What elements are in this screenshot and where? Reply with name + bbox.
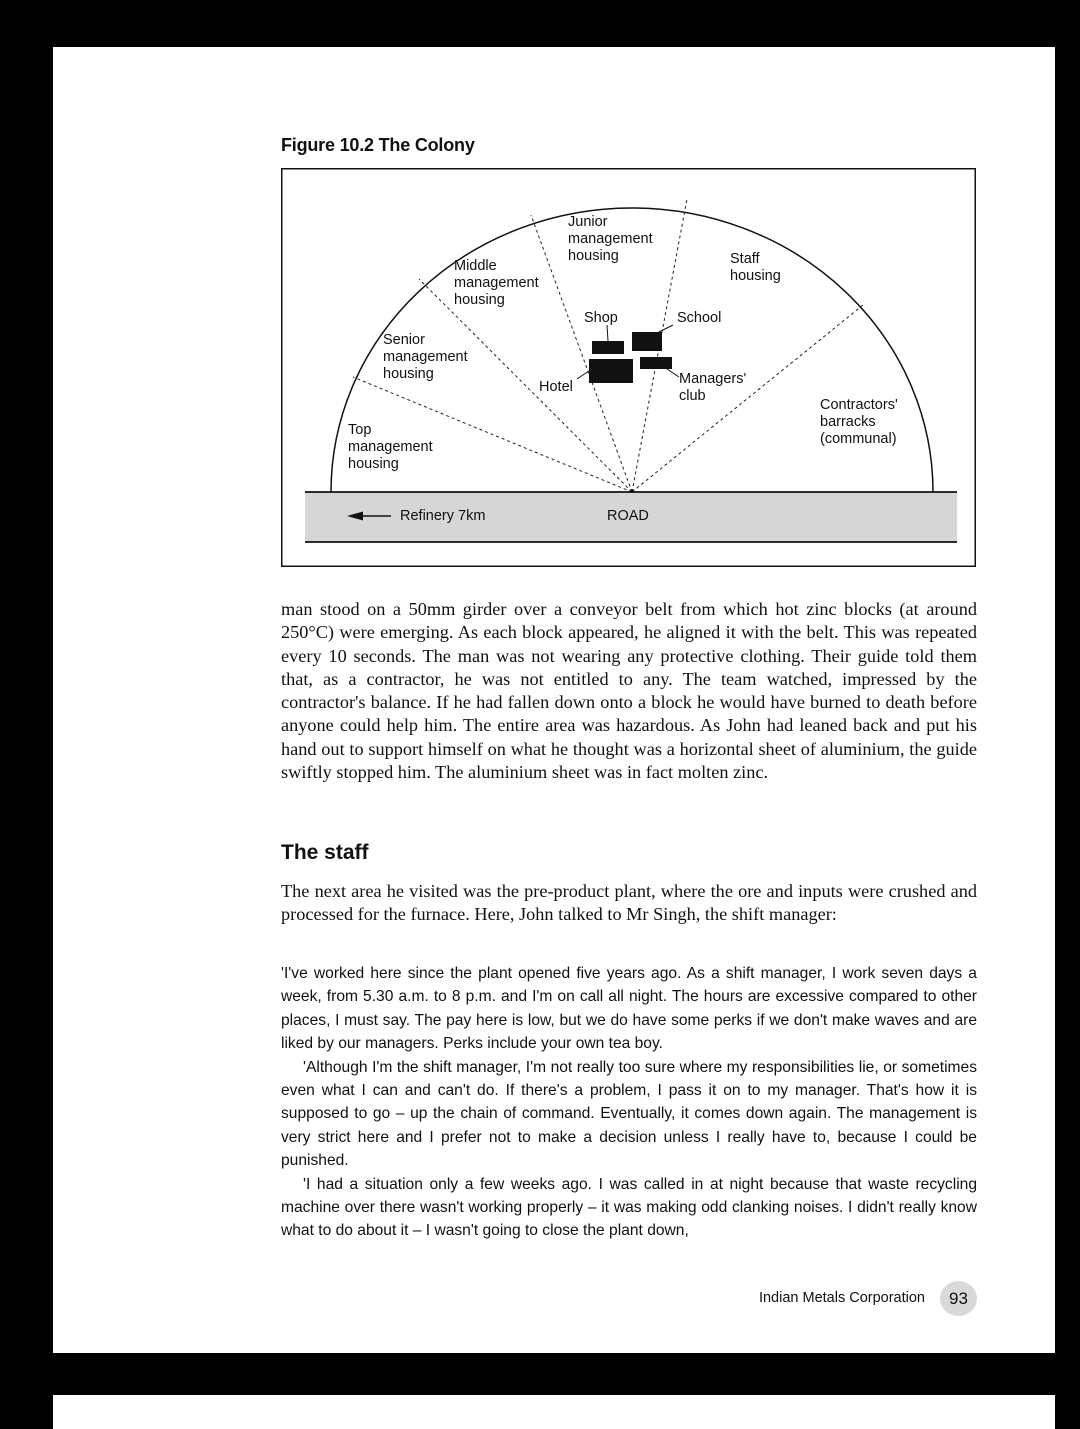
quote-paragraph-2: 'Although I'm the shift manager, I'm not really too sure where my responsibilities lie, or sometimes even what I can and can't do. If there's a problem, I pass it on to my manager. That's how it is supposed to go – up the chain of command. Eventually, it comes down again. The management is very strict here and I prefer not to make a decision unless I really have to, because I could be punished. [281, 1058, 977, 1170]
colony-diagram [281, 168, 976, 567]
managers-club-building [640, 357, 672, 369]
paragraph-pre-product-plant: The next area he visited was the pre-product plant, where the ore and inputs were crushed and processed for the furnace. Here, John talked to Mr Singh, the shift manager: [281, 881, 977, 925]
page-number-badge: 93 [940, 1281, 977, 1316]
hotel-label: Hotel [539, 379, 573, 395]
section-heading-staff: The staff [281, 841, 369, 864]
top-housing-label: Top management housing [348, 422, 433, 472]
figure-caption: Figure 10.2 The Colony [281, 135, 475, 155]
hotel-building [589, 359, 633, 383]
staff-housing-label: Staff housing [730, 251, 781, 284]
junior-housing-label: Junior management housing [568, 214, 653, 264]
colony-figure [281, 168, 976, 567]
document-page [53, 47, 1055, 1353]
paragraph-contractor: man stood on a 50mm girder over a conveyor belt from which hot zinc blocks (at around 250°C) were emerging. As each block appeared, he aligned it with the belt. This was repeated every 10 seconds. The man was not wearing any protective clothing. Their guide told them that, as a contractor, he was not entitled to any. The team watched, impressed by the contractor's balance. If he had fallen down onto a block he would have burned to death before anyone could help him. The entire area was hazardous. As John had leaned back and put his hand out to support himself on what he thought was a horizontal sheet of aluminium, the guide swiftly stopped him. The aluminium sheet was in fact molten zinc. [281, 599, 977, 783]
quote-paragraph-3: 'I had a situation only a few weeks ago. I was called in at night because that waste recycling machine over there wasn't working properly – it was making odd clanking noises. I didn't really know what to do about it – I wasn't going to close the plant down, [281, 1175, 977, 1240]
senior-housing-label: Senior management housing [383, 332, 468, 382]
contractors-barracks-label: Contractors' barracks (communal) [820, 397, 898, 447]
shop-label: Shop [584, 310, 618, 326]
road-label: ROAD [607, 508, 649, 524]
road-junction [630, 489, 634, 493]
school-building [632, 332, 662, 351]
running-footer-title: Indian Metals Corporation [758, 1290, 925, 1306]
page-footer [753, 1280, 977, 1318]
managers-club-label: Managers' club [679, 371, 747, 404]
shift-manager-quote [281, 962, 977, 1243]
middle-housing-label: Middle management housing [454, 258, 539, 308]
refinery-label: Refinery 7km [400, 508, 486, 524]
next-page-edge [53, 1395, 1055, 1429]
quote-paragraph-1: 'I've worked here since the plant opened five years ago. As a shift manager, I work seven days a week, from 5.30 a.m. to 8 p.m. and I'm on call all night. The hours are excessive compared to other places, I must say. The pay here is low, but we do have some perks if we don't make waves and are liked by our managers. Perks include your own tea boy. [281, 965, 977, 1053]
shop-building [592, 341, 624, 354]
school-label: School [677, 310, 722, 326]
